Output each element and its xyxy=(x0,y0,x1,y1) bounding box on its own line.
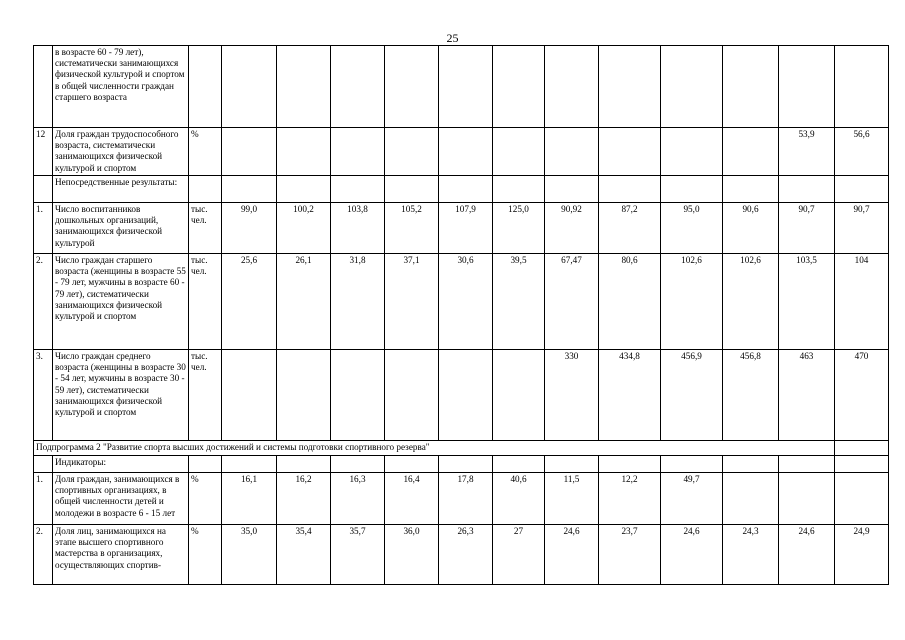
row-number: 1. xyxy=(34,203,53,254)
empty-cell xyxy=(835,441,889,456)
value-cell: 90,7 xyxy=(835,203,889,254)
value-cell: 53,9 xyxy=(779,128,835,176)
row-number: 2. xyxy=(34,525,53,585)
value-cell xyxy=(277,46,331,128)
value-cell xyxy=(493,46,545,128)
value-cell xyxy=(385,176,439,203)
value-cell: 49,7 xyxy=(661,473,723,525)
value-cell: 463 xyxy=(779,350,835,441)
value-cell: 56,6 xyxy=(835,128,889,176)
indicator-name: Доля граждан трудоспособного возраста, систематически занимающихся физической культурой и спортом xyxy=(53,128,189,176)
value-cell xyxy=(222,350,277,441)
value-cell: 39,5 xyxy=(493,254,545,350)
value-cell xyxy=(723,473,779,525)
value-cell: 470 xyxy=(835,350,889,441)
indicator-name: Доля граждан, занимающихся в спортивных организациях, в общей численности детей и молодежи в возрасте 6 - 15 лет xyxy=(53,473,189,525)
subprogram-title: Подпрограмма 2 "Развитие спорта высших достижений и системы подготовки спортивного резерва" xyxy=(34,441,835,456)
value-cell xyxy=(277,176,331,203)
value-cell: 30,6 xyxy=(439,254,493,350)
value-cell xyxy=(331,46,385,128)
unit-cell: тыс. чел. xyxy=(189,203,222,254)
value-cell: 330 xyxy=(545,350,599,441)
value-cell: 24,3 xyxy=(723,525,779,585)
value-cell xyxy=(779,473,835,525)
value-cell: 25,6 xyxy=(222,254,277,350)
indicator-name: Доля лиц, занимающихся на этапе высшего спортивного мастерства в организациях, осуществляющих спортив- xyxy=(53,525,189,585)
table-row xyxy=(34,350,889,441)
value-cell xyxy=(277,456,331,473)
value-cell xyxy=(779,176,835,203)
value-cell xyxy=(493,350,545,441)
value-cell xyxy=(385,128,439,176)
table-row xyxy=(34,456,889,473)
page-number: 25 xyxy=(446,31,459,45)
value-cell: 67,47 xyxy=(545,254,599,350)
table-row xyxy=(34,254,889,350)
value-cell xyxy=(545,128,599,176)
row-number xyxy=(34,46,53,128)
value-cell xyxy=(779,456,835,473)
row-number: 2. xyxy=(34,254,53,350)
row-number: 1. xyxy=(34,473,53,525)
value-cell: 16,4 xyxy=(385,473,439,525)
indicator-name: в возрасте 60 - 79 лет), систематически занимающихся физической культурой и спортом в общей численности граждан старшего возраста xyxy=(53,46,189,128)
value-cell: 12,2 xyxy=(599,473,661,525)
row-number xyxy=(34,456,53,473)
unit-cell: тыс. чел. xyxy=(189,254,222,350)
value-cell xyxy=(835,176,889,203)
value-cell xyxy=(277,350,331,441)
value-cell xyxy=(661,128,723,176)
value-cell xyxy=(545,46,599,128)
value-cell: 456,8 xyxy=(723,350,779,441)
value-cell xyxy=(331,128,385,176)
value-cell: 24,9 xyxy=(835,525,889,585)
value-cell: 95,0 xyxy=(661,203,723,254)
value-cell: 87,2 xyxy=(599,203,661,254)
row-number: 12 xyxy=(34,128,53,176)
unit-cell xyxy=(189,456,222,473)
value-cell: 103,5 xyxy=(779,254,835,350)
value-cell: 40,6 xyxy=(493,473,545,525)
value-cell xyxy=(599,128,661,176)
value-cell xyxy=(385,350,439,441)
value-cell: 11,5 xyxy=(545,473,599,525)
value-cell: 90,7 xyxy=(779,203,835,254)
value-cell xyxy=(545,456,599,473)
row-number xyxy=(34,176,53,203)
value-cell: 35,0 xyxy=(222,525,277,585)
value-cell xyxy=(439,176,493,203)
table-row xyxy=(34,46,889,128)
value-cell xyxy=(779,46,835,128)
value-cell xyxy=(331,350,385,441)
value-cell xyxy=(661,46,723,128)
table-row xyxy=(34,203,889,254)
value-cell xyxy=(439,46,493,128)
unit-cell: % xyxy=(189,473,222,525)
value-cell: 31,8 xyxy=(331,254,385,350)
value-cell xyxy=(331,176,385,203)
value-cell xyxy=(723,46,779,128)
value-cell xyxy=(723,456,779,473)
value-cell xyxy=(493,128,545,176)
unit-cell: % xyxy=(189,128,222,176)
value-cell: 90,6 xyxy=(723,203,779,254)
value-cell: 16,3 xyxy=(331,473,385,525)
value-cell xyxy=(599,176,661,203)
value-cell xyxy=(222,128,277,176)
value-cell xyxy=(545,176,599,203)
value-cell xyxy=(222,46,277,128)
value-cell: 102,6 xyxy=(723,254,779,350)
value-cell xyxy=(723,176,779,203)
value-cell: 125,0 xyxy=(493,203,545,254)
value-cell: 27 xyxy=(493,525,545,585)
value-cell xyxy=(493,456,545,473)
table-row xyxy=(34,128,889,176)
table-row xyxy=(34,473,889,525)
value-cell: 35,4 xyxy=(277,525,331,585)
value-cell: 16,1 xyxy=(222,473,277,525)
indicator-name: Число воспитанников дошкольных организаций, занимающихся физической культурой xyxy=(53,203,189,254)
value-cell: 23,7 xyxy=(599,525,661,585)
value-cell xyxy=(439,350,493,441)
table-row xyxy=(34,525,889,585)
value-cell: 17,8 xyxy=(439,473,493,525)
value-cell: 35,7 xyxy=(331,525,385,585)
value-cell: 105,2 xyxy=(385,203,439,254)
value-cell: 456,9 xyxy=(661,350,723,441)
value-cell: 80,6 xyxy=(599,254,661,350)
value-cell xyxy=(661,176,723,203)
value-cell xyxy=(222,176,277,203)
value-cell xyxy=(661,456,723,473)
value-cell: 24,6 xyxy=(779,525,835,585)
indicator-name: Индикаторы: xyxy=(53,456,189,473)
value-cell xyxy=(222,456,277,473)
value-cell xyxy=(331,456,385,473)
value-cell: 99,0 xyxy=(222,203,277,254)
value-cell xyxy=(835,473,889,525)
indicator-name: Число граждан старшего возраста (женщины в возрасте 55 - 79 лет, мужчины в возрасте 60 - 79 лет), систематически занимающихся физической культурой и спортом xyxy=(53,254,189,350)
row-number: 3. xyxy=(34,350,53,441)
value-cell: 90,92 xyxy=(545,203,599,254)
value-cell xyxy=(439,456,493,473)
value-cell: 107,9 xyxy=(439,203,493,254)
value-cell: 26,1 xyxy=(277,254,331,350)
value-cell: 102,6 xyxy=(661,254,723,350)
value-cell: 37,1 xyxy=(385,254,439,350)
value-cell: 26,3 xyxy=(439,525,493,585)
unit-cell: тыс. чел. xyxy=(189,350,222,441)
value-cell xyxy=(835,456,889,473)
indicator-name: Непосредственные результаты: xyxy=(53,176,189,203)
value-cell xyxy=(493,176,545,203)
value-cell xyxy=(599,456,661,473)
value-cell xyxy=(599,46,661,128)
value-cell: 24,6 xyxy=(661,525,723,585)
value-cell xyxy=(439,128,493,176)
value-cell: 103,8 xyxy=(331,203,385,254)
value-cell xyxy=(385,46,439,128)
value-cell xyxy=(723,128,779,176)
value-cell: 434,8 xyxy=(599,350,661,441)
section-row xyxy=(34,441,889,456)
unit-cell xyxy=(189,46,222,128)
value-cell xyxy=(385,456,439,473)
value-cell: 36,0 xyxy=(385,525,439,585)
value-cell xyxy=(277,128,331,176)
value-cell: 16,2 xyxy=(277,473,331,525)
value-cell: 104 xyxy=(835,254,889,350)
table-row xyxy=(34,176,889,203)
value-cell: 24,6 xyxy=(545,525,599,585)
value-cell xyxy=(835,46,889,128)
indicator-name: Число граждан среднего возраста (женщины в возрасте 30 - 54 лет, мужчины в возрасте 30 - 59 лет), систематически занимающихся физической культурой и спортом xyxy=(53,350,189,441)
unit-cell xyxy=(189,176,222,203)
value-cell: 100,2 xyxy=(277,203,331,254)
unit-cell: % xyxy=(189,525,222,585)
indicators-table xyxy=(33,45,889,585)
